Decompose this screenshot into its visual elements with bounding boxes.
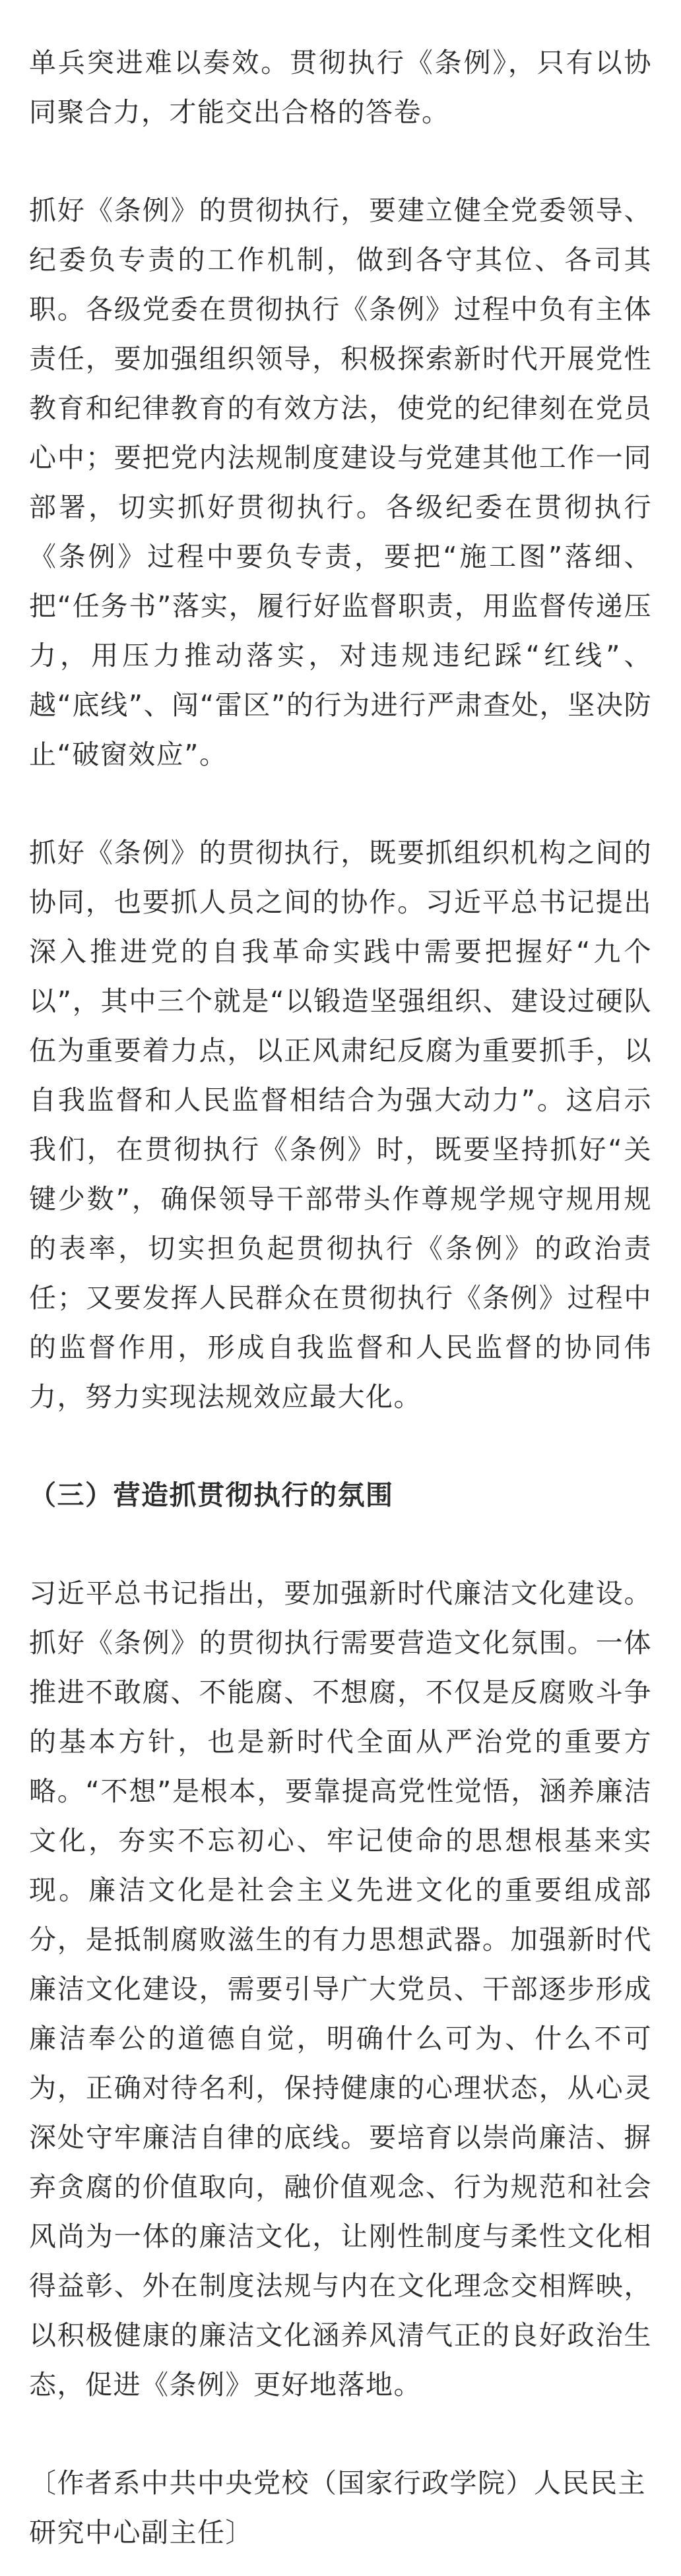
paragraph-3: 抓好《条例》的贯彻执行，既要抓组织机构之间的协同，也要抓人员之间的协作。习近平总书记提出深入推进党的自我革命实践中需要把握好“九个以”，其中三个就是“以锻造坚强组织、建设过硬队伍为重要着力点，以正风肃纪反腐为重要抓手，以自我监督和人民监督相结合为强大动力”。这启示我们，在贯彻执行《条例》时，既要坚持抓好“关键少数”，确保领导干部带头作尊规学规守规用规的表率，切实担负起贯彻执行《条例》的政治责任；又要发挥人民群众在贯彻执行《条例》过程中的监督作用，形成自我监督和人民监督的协同伟力，努力实现法规效应最大化。 xyxy=(29,837,652,1413)
section-heading: （三）营造抓贯彻执行的氛围 xyxy=(29,1479,394,1511)
paragraph-2: 抓好《条例》的贯彻执行，要建立健全党委领导、纪委负专责的工作机制，做到各守其位、各司其职。各级党委在贯彻执行《条例》过程中负有主体责任，要加强组织领导，积极探索新时代开展党性教育和纪律教育的有效方法，使党的纪律刻在党员心中；要把党内法规制度建设与党建其他工作一同部署，切实抓好贯彻执行。各级纪委在贯彻执行《条例》过程中要负专责，要把“施工图”落细、把“任务书”落实，履行好监督职责，用监督传递压力，用压力推动落实，对违规违纪踩“红线”、越“底线”、闯“雷区”的行为进行严肃查处，坚决防止“破窗效应”。 xyxy=(29,195,652,770)
paragraph-1: 单兵突进难以奏效。贯彻执行《条例》，只有以协同聚合力，才能交出合格的答卷。 xyxy=(29,47,652,128)
author-note: 〔作者系中共中央党校（国家行政学院）人民民主研究中心副主任〕 xyxy=(29,2467,646,2548)
paragraph-4: 习近平总书记指出，要加强新时代廉洁文化建设。抓好《条例》的贯彻执行需要营造文化氛围。一体推进不敢腐、不能腐、不想腐，不仅是反腐败斗争的基本方针，也是新时代全面从严治党的重要方略。“不想”是根本，要靠提高党性觉悟，涵养廉洁文化，夯实不忘初心、牢记使命的思想根基来实现。廉洁文化是社会主义先进文化的重要组成部分，是抵制腐败滋生的有力思想武器。加强新时代廉洁文化建设，需要引导广大党员、干部逐步形成廉洁奉公的道德自觉，明确什么可为、什么不可为，正确对待名利，保持健康的心理状态，从心灵深处守牢廉洁自律的底线。要培育以崇尚廉洁、摒弃贪腐的价值取向，融价值观念、行为规范和社会风尚为一体的廉洁文化，让刚性制度与柔性文化相得益彰、外在制度法规与内在文化理念交相辉映，以积极健康的廉洁文化涵养风清气正的良好政治生态，促进《条例》更好地落地。 xyxy=(29,1578,652,2401)
